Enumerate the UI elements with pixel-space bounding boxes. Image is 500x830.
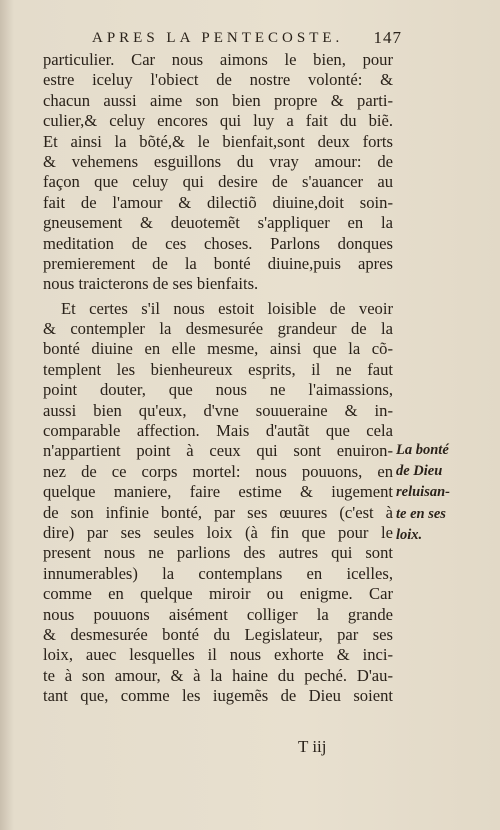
text-line: fait de l'amour & dilectiõ diuine,doit soin- [43,192,393,212]
text-line: innumerables) la contemplans en icelles, [43,563,393,583]
margin-note-line: loix. [396,526,423,543]
text-line: point douter, que nous ne l'aimassions, [43,380,393,400]
text-line: meditation de ces choses. Parlons donques [43,233,393,253]
signature-mark: T iij [298,737,327,756]
text-line: estre iceluy l'obiect de nostre volonté: & [43,70,393,90]
text-line: comparable affection. Mais d'autãt que cela [43,421,393,441]
text-line: de son infinie bonté, par ses œuures (c'est à [43,502,393,522]
text-line: & contempler la desmesurée grandeur de la [43,319,393,339]
text-line: tant que, comme les iugemẽs de Dieu soient [43,686,393,706]
text-line: loix, auec lesquelles il nous exhorte & inci- [43,645,393,665]
text-line: gneusement & deuotemẽt s'appliquer en la [43,213,393,233]
margin-note-line: reluisan- [396,484,450,501]
text-line: particulier. Car nous aimons le bien, pour [43,50,393,69]
text-line: culier,& celuy encores qui luy a fait du biẽ. [43,111,393,131]
margin-note-line: de Dieu [396,463,443,480]
text-line: nous traicterons de ses bienfaits. [43,274,259,294]
text-line: & vehemens esguillons du vray amour: de [43,151,393,171]
text-line: nez de ce corps mortel: nous pouuons, en [43,461,393,481]
margin-note [396,440,466,546]
text-line: present nous ne parlions des autres qui sont [43,543,393,563]
text-line: & desmesurée bonté du Legislateur, par ses [43,624,393,644]
margin-note-line: te en ses [396,505,446,522]
running-title: APRES LA PENTECOSTE. [92,30,344,46]
text-line: quelque maniere, faire estime & iugement [43,482,393,502]
text-line: chacun aussi aime son bien propre & parti- [43,90,393,110]
text-line: comme en quelque miroir ou enigme. Car [43,584,393,604]
text-line: n'appartient point à ceux qui sont enuiron- [43,441,393,461]
running-header [92,28,402,50]
text-line: Et certes s'il nous estoit loisible de veoir [61,298,393,318]
text-line: te à son amour, & à la haine du peché. D'au- [43,665,393,685]
text-line: premierement de la bonté diuine,puis apres [43,253,393,273]
text-line: bonté diuine en elle mesme, ainsi que la cõ- [43,339,393,359]
text-line: nous pouuons aisément colliger la grande [43,604,393,624]
text-block [43,50,393,707]
text-line: façon que celuy qui desire de s'auancer au [43,172,393,192]
margin-note-line: La bonté [396,442,449,458]
text-line: aussi bien qu'eux, d'vne souueraine & in- [43,400,393,420]
page-number: 147 [373,28,402,47]
text-line: dire) par ses seules loix (à fin que pour le [43,522,393,542]
text-line: templent les bienheureux esprits, il ne faut [43,359,393,379]
text-line: Et ainsi la bõté,& le bienfait,sont deux forts [43,131,393,151]
